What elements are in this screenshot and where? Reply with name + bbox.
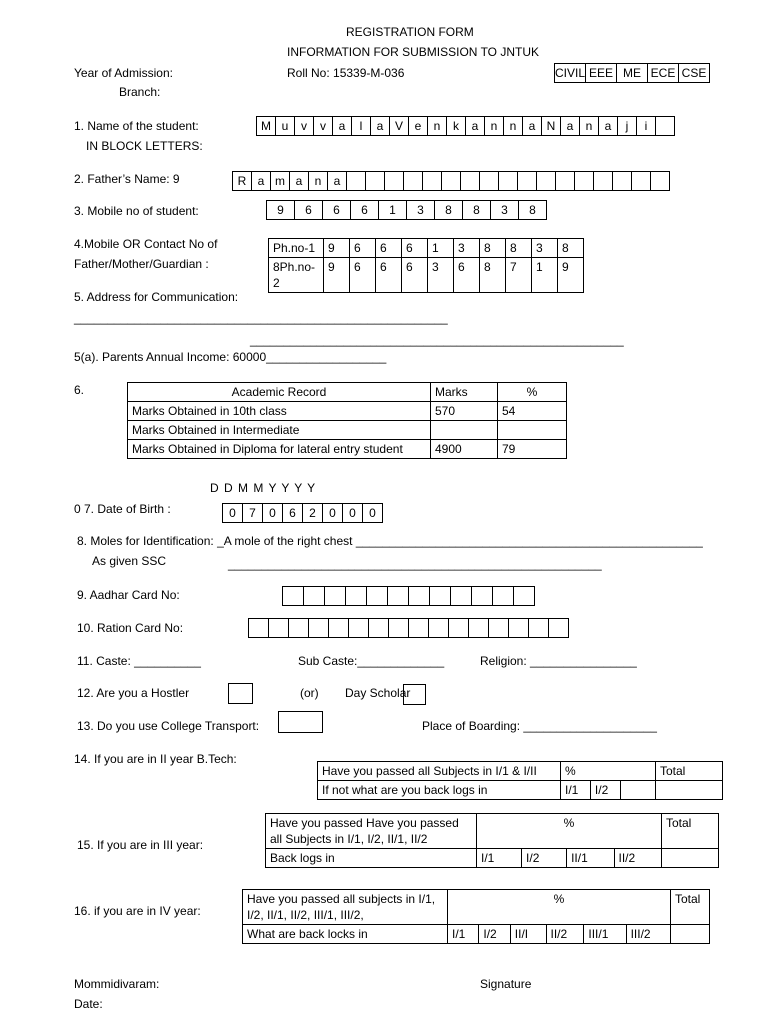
q14-label: 14. If you are in II year B.Tech:: [74, 752, 237, 766]
parent-phone-digit[interactable]: 6: [376, 239, 402, 258]
parent-phone-label: Ph.no-1: [269, 239, 324, 258]
aadhar-digit-box[interactable]: [409, 587, 430, 605]
name-letter-box[interactable]: [656, 117, 674, 135]
q15-table: [265, 813, 719, 868]
transport-checkbox[interactable]: [278, 711, 323, 733]
parent-phone-digit[interactable]: 7: [506, 258, 532, 293]
signature-label: Signature: [480, 977, 532, 991]
dob-digit-box[interactable]: 0: [369, 506, 376, 520]
father-letter-box[interactable]: [461, 172, 480, 190]
mobile-digit-box[interactable]: 3: [491, 201, 519, 219]
father-letter-box[interactable]: [347, 172, 366, 190]
dob-digit-box[interactable]: 0: [343, 504, 363, 522]
ration-digit-box[interactable]: [549, 619, 568, 637]
student-mobile-boxes[interactable]: [266, 200, 547, 220]
father-letter-box[interactable]: [442, 172, 461, 190]
q16-table: [242, 889, 710, 944]
aadhar-digit-box[interactable]: [493, 587, 514, 605]
parent-phone-digit[interactable]: 6: [402, 239, 428, 258]
branch-option-box[interactable]: CIVIL: [555, 66, 586, 80]
ration-digit-box[interactable]: [449, 619, 469, 637]
name-letter-box[interactable]: a: [466, 117, 485, 135]
q14-question: Have you passed all Subjects in I/1 & I/II: [318, 762, 561, 781]
parent-phone-digit[interactable]: 6: [350, 239, 376, 258]
name-letter-box[interactable]: k: [447, 117, 466, 135]
mobile-digit-box[interactable]: 8: [435, 201, 463, 219]
q14-sem-1: I/1: [561, 781, 591, 800]
q8-as-given-ssc: As given SSC: [92, 554, 167, 568]
name-letter-box[interactable]: V: [390, 117, 409, 135]
aadhar-digit-box[interactable]: [514, 587, 534, 605]
q16-percent: %: [448, 890, 671, 925]
caste-field[interactable]: 11. Caste: __________: [77, 654, 201, 668]
father-letter-box[interactable]: [632, 172, 651, 190]
q15-sem-2: I/2: [522, 849, 567, 868]
ration-digit-box[interactable]: [409, 619, 429, 637]
ration-digit-box[interactable]: [429, 619, 449, 637]
parent-phone-digit[interactable]: 3: [532, 239, 558, 258]
parent-phone-digit[interactable]: 3: [428, 258, 454, 293]
q3-mobile-label: 3. Mobile no of student:: [74, 204, 199, 218]
roll-no-label: Roll No: 15339-M-036: [287, 66, 405, 80]
name-letter-box[interactable]: n: [485, 117, 504, 135]
mobile-digit-box[interactable]: 8: [463, 201, 491, 219]
q16-label: 16. if you are in IV year:: [74, 904, 201, 918]
name-letter-box[interactable]: v: [295, 117, 314, 135]
ration-digit-box[interactable]: [249, 619, 269, 637]
branch-option-box[interactable]: ME: [617, 64, 648, 82]
mobile-digit-box[interactable]: 6: [323, 201, 351, 219]
q14-total: Total: [656, 762, 723, 781]
day-scholar-checkbox[interactable]: [403, 684, 426, 705]
q4-label-1: 4.Mobile OR Contact No of: [74, 237, 218, 251]
academic-cell[interactable]: [431, 421, 498, 440]
q16-sem-4: II/2: [546, 925, 584, 944]
father-letter-box[interactable]: [385, 172, 404, 190]
dob-boxes[interactable]: [222, 503, 383, 523]
q15-backlogs-label: Back logs in: [266, 849, 477, 868]
name-letter-box[interactable]: l: [352, 117, 371, 135]
parent-phone-digit[interactable]: 1: [532, 258, 558, 293]
father-letter-box[interactable]: [556, 172, 575, 190]
q6-label: 6.: [74, 383, 85, 397]
name-letter-box[interactable]: v: [314, 117, 333, 135]
father-letter-box[interactable]: a: [328, 172, 347, 190]
aadhar-digit-box[interactable]: [325, 587, 346, 605]
name-letter-box[interactable]: a: [599, 117, 618, 135]
q16-total-cell[interactable]: [671, 925, 710, 944]
form-title: REGISTRATION FORM: [346, 25, 474, 39]
address-line-1[interactable]: ________________________________________________________: [74, 311, 448, 325]
hostler-checkbox[interactable]: [228, 683, 253, 704]
parent-phone-digit[interactable]: 8: [480, 239, 506, 258]
father-letter-box[interactable]: [480, 172, 499, 190]
name-letter-box[interactable]: N: [542, 117, 561, 135]
q15-sem-3: II/1: [567, 849, 614, 868]
mobile-digit-box[interactable]: 8: [529, 203, 536, 217]
parent-phone-digit[interactable]: 9: [324, 239, 350, 258]
father-letter-box[interactable]: [404, 172, 423, 190]
dob-format: D D M M Y Y Y Y: [210, 481, 317, 495]
father-letter-box[interactable]: [575, 172, 594, 190]
name-letter-box[interactable]: a: [523, 117, 542, 135]
father-letter-box[interactable]: [594, 172, 613, 190]
year-of-admission-label: Year of Admission:: [74, 66, 173, 80]
aadhar-boxes[interactable]: [282, 586, 535, 606]
day-scholar-label: Day Scholar: [345, 686, 411, 700]
q14-backlogs-label: If not what are you back logs in: [318, 781, 561, 800]
q14-blank[interactable]: [620, 781, 655, 800]
q16-sem-5: III/1: [584, 925, 626, 944]
academic-header: %: [498, 383, 567, 402]
father-letter-box[interactable]: n: [309, 172, 328, 190]
parent-phone-digit[interactable]: 6: [454, 258, 480, 293]
dob-digit-box[interactable]: 0: [223, 504, 243, 522]
q16-sem-3: II/I: [510, 925, 546, 944]
mobile-digit-box[interactable]: 1: [379, 201, 407, 219]
father-letter-box[interactable]: m: [271, 172, 290, 190]
q15-label: 15. If you are in III year:: [77, 838, 204, 852]
q8-moles-label: 8. Moles for Identification: _A mole of the right chest ____________________________________________________: [77, 534, 703, 548]
academic-row-label: Marks Obtained in Intermediate: [128, 421, 431, 440]
q16-question: Have you passed all subjects in I/1, I/2, II/1, II/2, III/1, III/2,: [243, 890, 448, 925]
q16-sem-6: III/2: [626, 925, 670, 944]
ration-boxes[interactable]: [248, 618, 569, 638]
aadhar-digit-box[interactable]: [304, 587, 325, 605]
name-letter-box[interactable]: n: [580, 117, 599, 135]
q15-total: Total: [662, 814, 719, 849]
branch-option-box[interactable]: EEE: [586, 64, 617, 82]
ration-digit-box[interactable]: [309, 619, 329, 637]
branch-option-box[interactable]: CSE: [681, 66, 707, 80]
name-letter-box[interactable]: n: [504, 117, 523, 135]
father-letter-box[interactable]: [366, 172, 385, 190]
q14-total-cell[interactable]: [656, 781, 723, 800]
name-letter-box[interactable]: i: [637, 117, 656, 135]
father-letter-box[interactable]: R: [233, 172, 252, 190]
parent-phone-digit[interactable]: 9: [324, 258, 350, 293]
parent-phone-digit[interactable]: 6: [376, 258, 402, 293]
dob-digit-box[interactable]: 2: [303, 504, 323, 522]
religion-field[interactable]: Religion: ________________: [480, 654, 637, 668]
aadhar-digit-box[interactable]: [430, 587, 451, 605]
academic-cell[interactable]: 570: [431, 402, 498, 421]
sub-caste-field[interactable]: Sub Caste:_____________: [298, 654, 445, 668]
branch-label: Branch:: [119, 85, 161, 99]
aadhar-digit-box[interactable]: [472, 587, 493, 605]
ration-digit-box[interactable]: [489, 619, 509, 637]
parent-contact-table: [268, 238, 584, 293]
mobile-digit-box[interactable]: 6: [295, 201, 323, 219]
ration-digit-box[interactable]: [529, 619, 549, 637]
q14-table: [317, 761, 723, 800]
address-line-2[interactable]: ________________________________________________________: [250, 333, 624, 347]
parent-phone-digit[interactable]: 8: [506, 239, 532, 258]
q16-sem-2: I/2: [479, 925, 510, 944]
ration-digit-box[interactable]: [329, 619, 349, 637]
aadhar-digit-box[interactable]: [451, 587, 472, 605]
father-letter-box[interactable]: [499, 172, 518, 190]
q5-address-label: 5. Address for Communication:: [74, 290, 239, 304]
father-letter-box[interactable]: [613, 172, 632, 190]
q7-dob-label: 0 7. Date of Birth :: [74, 502, 171, 516]
dob-digit-box[interactable]: 0: [323, 504, 343, 522]
parent-phone-label: 8Ph.no-2: [269, 258, 324, 293]
q12-or: (or): [300, 686, 319, 700]
parent-phone-digit[interactable]: 9: [558, 258, 584, 293]
father-letter-box[interactable]: [423, 172, 442, 190]
father-letter-box[interactable]: [651, 172, 669, 190]
place-of-boarding-field[interactable]: Place of Boarding: ____________________: [422, 719, 657, 733]
q15-percent: %: [477, 814, 662, 849]
aadhar-digit-box[interactable]: [346, 587, 367, 605]
dob-digit-box[interactable]: 0: [263, 504, 283, 522]
academic-header: Marks: [431, 383, 498, 402]
name-letter-box[interactable]: a: [371, 117, 390, 135]
q15-sem-4: II/2: [614, 849, 661, 868]
name-letter-box[interactable]: a: [561, 117, 580, 135]
ration-digit-box[interactable]: [369, 619, 389, 637]
q15-sem-1: I/1: [477, 849, 522, 868]
ration-digit-box[interactable]: [289, 619, 309, 637]
q16-sem-1: I/1: [448, 925, 479, 944]
q10-ration-label: 10. Ration Card No:: [77, 621, 184, 635]
name-letter-box[interactable]: u: [276, 117, 295, 135]
father-letter-box[interactable]: a: [290, 172, 309, 190]
father-letter-box[interactable]: [537, 172, 556, 190]
academic-record-table: [127, 382, 567, 459]
q13-transport-label: 13. Do you use College Transport:: [77, 719, 260, 733]
q14-sem-2: I/2: [590, 781, 620, 800]
parent-phone-digit[interactable]: 3: [454, 239, 480, 258]
mobile-digit-box[interactable]: 6: [351, 201, 379, 219]
name-letter-box[interactable]: a: [333, 117, 352, 135]
academic-cell[interactable]: 4900: [431, 440, 498, 459]
aadhar-digit-box[interactable]: [367, 587, 388, 605]
place-label: Mommidivaram:: [74, 977, 160, 991]
name-letter-box[interactable]: e: [409, 117, 428, 135]
q16-total: Total: [671, 890, 710, 925]
mobile-digit-box[interactable]: 3: [407, 201, 435, 219]
mobile-digit-box[interactable]: 9: [267, 201, 295, 219]
name-letter-box[interactable]: n: [428, 117, 447, 135]
branch-option-box[interactable]: ECE: [648, 64, 679, 82]
aadhar-digit-box[interactable]: [283, 587, 304, 605]
aadhar-digit-box[interactable]: [388, 587, 409, 605]
student-name-boxes[interactable]: [256, 116, 675, 136]
q16-backlogs-label: What are back locks in: [243, 925, 448, 944]
ration-digit-box[interactable]: [269, 619, 289, 637]
q15-question: Have you passed Have you passed all Subjects in I/1, I/2, II/1, II/2: [266, 814, 477, 849]
q9-aadhar-label: 9. Aadhar Card No:: [77, 588, 180, 602]
father-letter-box[interactable]: [518, 172, 537, 190]
name-letter-box[interactable]: j: [618, 117, 637, 135]
academic-header: Academic Record: [128, 383, 431, 402]
father-name-boxes[interactable]: [232, 171, 670, 191]
q1-name-label: 1. Name of the student:: [74, 119, 199, 133]
name-letter-box[interactable]: M: [257, 117, 276, 135]
date-label: Date:: [74, 997, 103, 1011]
parent-phone-digit[interactable]: 1: [428, 239, 454, 258]
branch-options[interactable]: [554, 63, 710, 83]
parent-phone-digit[interactable]: 6: [350, 258, 376, 293]
parent-phone-digit[interactable]: 6: [402, 258, 428, 293]
q1-block-letters-label: IN BLOCK LETTERS:: [86, 139, 203, 153]
parent-phone-digit[interactable]: 8: [480, 258, 506, 293]
q12-hostler-label: 12. Are you a Hostler: [77, 686, 190, 700]
q15-total-cell[interactable]: [662, 849, 719, 868]
ration-digit-box[interactable]: [349, 619, 369, 637]
ration-digit-box[interactable]: [509, 619, 529, 637]
moles-line-2[interactable]: ________________________________________________________: [228, 557, 602, 571]
dob-digit-box[interactable]: 7: [243, 504, 263, 522]
q2-father-name-label: 2. Father’s Name: 9: [74, 172, 180, 186]
q4-label-2: Father/Mother/Guardian :: [74, 257, 209, 271]
academic-cell[interactable]: [498, 421, 567, 440]
parent-phone-digit[interactable]: 8: [558, 239, 584, 258]
academic-row-label: Marks Obtained in Diploma for lateral entry student: [128, 440, 431, 459]
parents-income: 5(a). Parents Annual Income: 60000__________________: [74, 350, 387, 364]
father-letter-box[interactable]: a: [252, 172, 271, 190]
ration-digit-box[interactable]: [389, 619, 409, 637]
academic-cell[interactable]: 54: [498, 402, 567, 421]
ration-digit-box[interactable]: [469, 619, 489, 637]
q14-percent: %: [561, 762, 656, 781]
form-subtitle: INFORMATION FOR SUBMISSION TO JNTUK: [287, 45, 540, 59]
academic-row-label: Marks Obtained in 10th class: [128, 402, 431, 421]
academic-cell[interactable]: 79: [498, 440, 567, 459]
dob-digit-box[interactable]: 6: [283, 504, 303, 522]
